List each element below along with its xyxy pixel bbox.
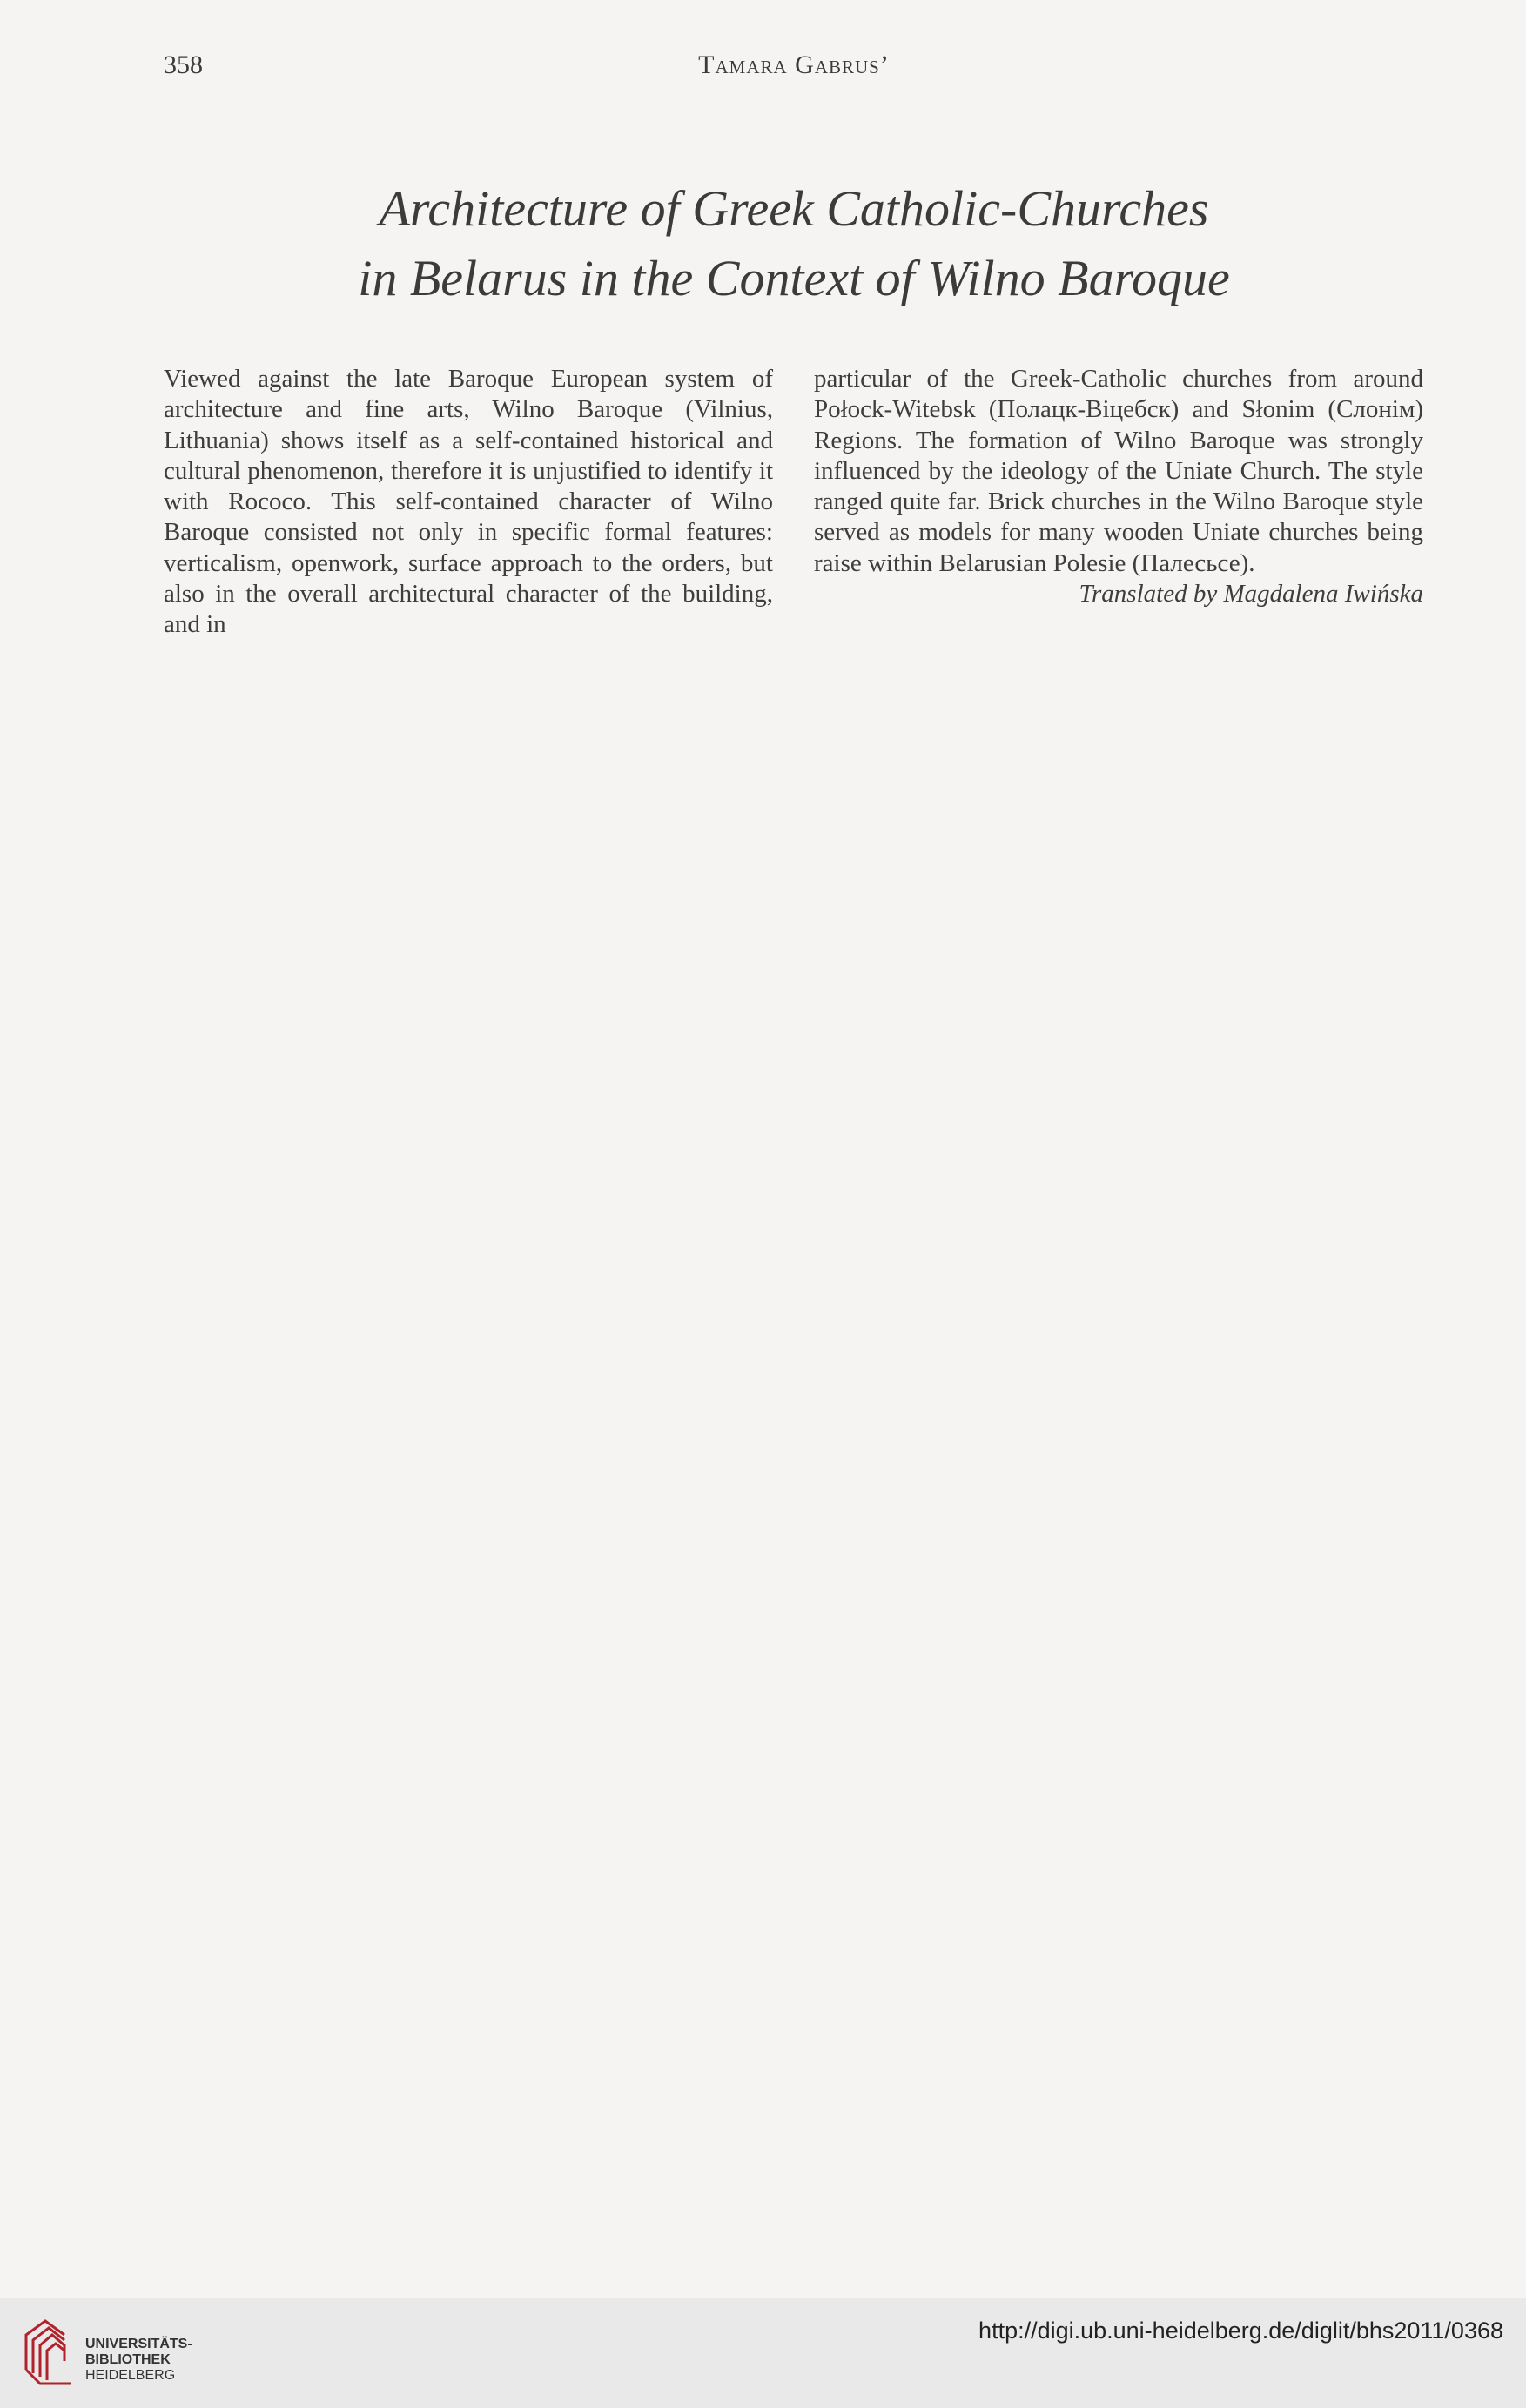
logo-text-line-1: UNIVERSITÄTS- (85, 2337, 192, 2351)
title-line-1: Architecture of Greek Catholic-Churches (379, 180, 1209, 237)
article-title (164, 174, 1424, 313)
running-author: Tamara Gabrus’ (698, 50, 890, 79)
footer-bar (0, 2298, 1526, 2408)
logo-text-line-2: BIBLIOTHEK (85, 2352, 171, 2367)
library-logo (19, 2309, 211, 2396)
title-line-2: in Belarus in the Context of Wilno Baroque (358, 250, 1230, 306)
translator-credit: Translated by Magdalena Iwińska (1079, 580, 1423, 609)
running-head (164, 50, 1424, 85)
right-column-text: particular of the Greek-Catholic churches from around Połock-Witebsk (Полацк-Віцебск) and Słonim (Слонім) Regions. The formation of Wilno Baroque was strongly influenced by the ideology of the Uniate Church. The style ranged quite far. Brick churches in the Wilno Baroque style served as models for many wooden Uniate churches being raise within Belarusian Polesie (Палесьсе). (814, 365, 1423, 577)
library-logo-icon (19, 2309, 80, 2396)
right-column (814, 364, 1423, 609)
source-url[interactable]: http://digi.ub.uni-heidelberg.de/diglit/bhs2011/0368 (978, 2317, 1503, 2344)
left-column-text: Viewed against the late Baroque European system of architecture and fine arts, Wilno Baroque (Vilnius, Lithuania) shows itself as a self-contained historical and cultural phenomenon, therefore it is unjustified to identify it with Rococo. This self-contained character of Wilno Baroque consisted not only in specific formal features: verticalism, openwork, surface approach to the orders, but also in the overall architectural character of the building, and in (164, 365, 773, 639)
left-column (164, 364, 773, 641)
page-number: 358 (164, 50, 203, 79)
logo-text-line-3: HEIDELBERG (85, 2368, 176, 2383)
